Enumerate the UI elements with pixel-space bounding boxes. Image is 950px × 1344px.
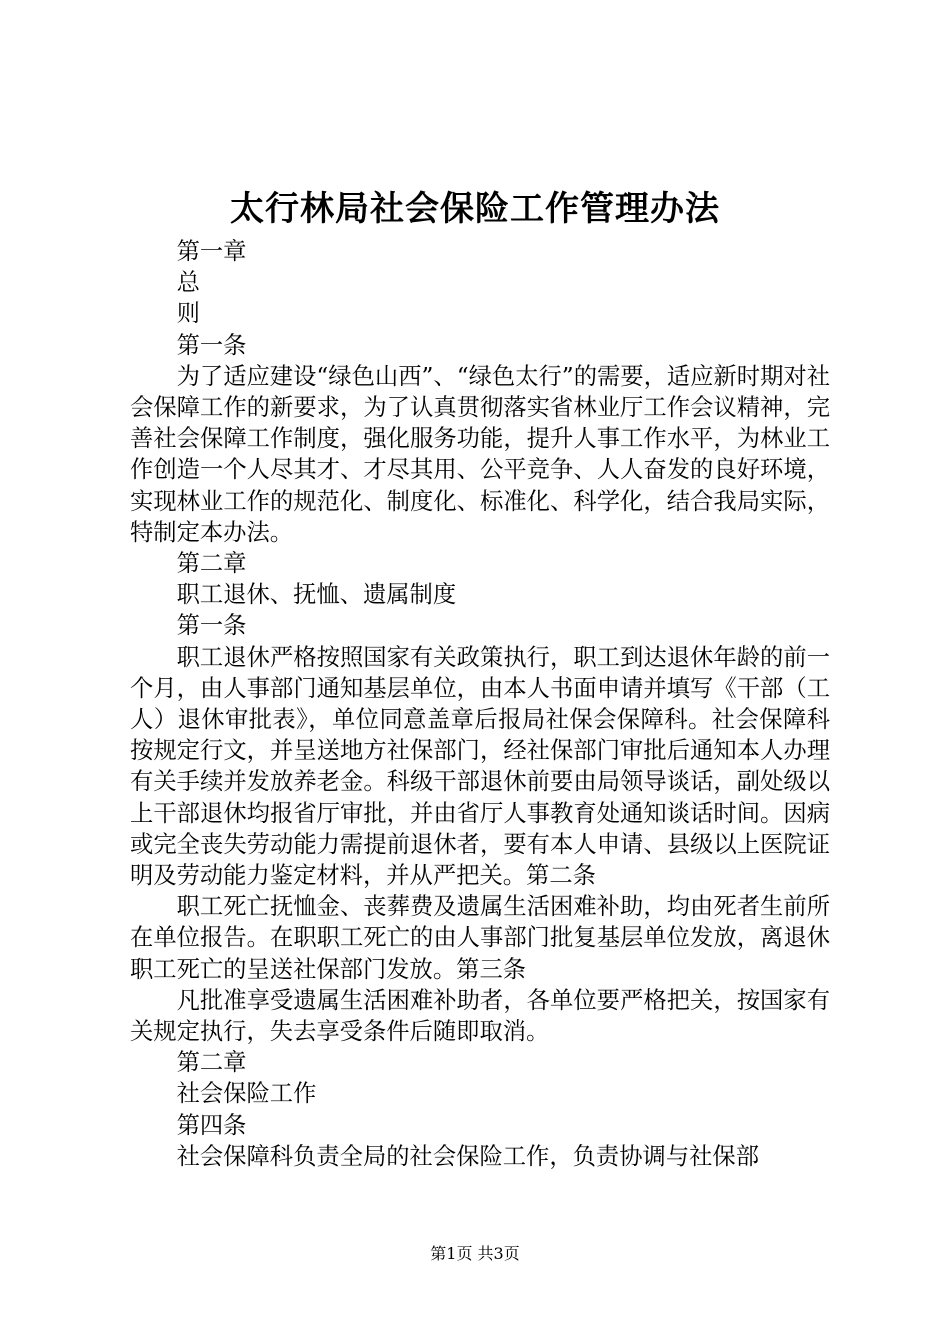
chapter-2-heading: 第二章 (176, 550, 247, 578)
chapter-2-article-1-heading: 第一条 (176, 612, 247, 640)
chapter-1-name-part-1: 总 (176, 269, 200, 297)
chapter-2-article-3-body: 凡批准享受遗属生活困难补助者，各单位要严格把关，按国家有关规定执行，失去享受条件后随即取消。 (130, 986, 830, 1046)
chapter-1-name-part-2: 则 (176, 300, 200, 328)
chapter-3-article-4-body: 社会保障科负责全局的社会保险工作，负责协调与社保部 (176, 1142, 760, 1170)
document-body (130, 236, 830, 1172)
chapter-2-name: 职工退休、抚恤、遗属制度 (176, 581, 457, 609)
document-title: 太行林局社会保险工作管理办法 (230, 189, 720, 229)
chapter-3-name: 社会保险工作 (176, 1080, 317, 1108)
chapter-1-heading: 第一章 (176, 238, 247, 265)
article-1-heading: 第一条 (176, 331, 247, 359)
chapter-2-article-1-body: 职工退休严格按照国家有关政策执行，职工到达退休年龄的前一个月，由人事部门通知基层单位，由本人书面申请并填写《干部（工人）退休审批表》，单位同意盖章后报局社保会保障科。社会保障科按规定行文，并呈送地方社保部门，经社保部门审批后通知本人办理有关手续并发放养老金。科级干部退休前要由局领导谈话，副处级以上干部退休均报省厅审批，并由省厅人事教育处通知谈话时间。因病或完全丧失劳动能力需提前退休者，要有本人申请、县级以上医院证明及劳动能力鉴定材料，并从严把关。第二条 (130, 643, 830, 890)
chapter-2-article-2-body: 职工死亡抚恤金、丧葬费及遗属生活困难补助，均由死者生前所在单位报告。在职职工死亡的由人事部门批复基层单位发放，离退休职工死亡的呈送社保部门发放。第三条 (130, 893, 830, 983)
article-1-body: 为了适应建设“绿色山西”、“绿色太行”的需要，适应新时期对社会保障工作的新要求，为了认真贯彻落实省林业厅工作会议精神，完善社会保障工作制度，强化服务功能，提升人事工作水平，为林业工作创造一个人尽其才、才尽其用、公平竞争、人人奋发的良好环境，实现林业工作的规范化、制度化、标准化、科学化，结合我局实际，特制定本办法。 (130, 362, 830, 546)
page-number-footer: 第1页 共3页 (430, 1244, 520, 1263)
chapter-3-article-4-heading: 第四条 (176, 1111, 247, 1139)
chapter-3-heading: 第二章 (176, 1049, 247, 1077)
